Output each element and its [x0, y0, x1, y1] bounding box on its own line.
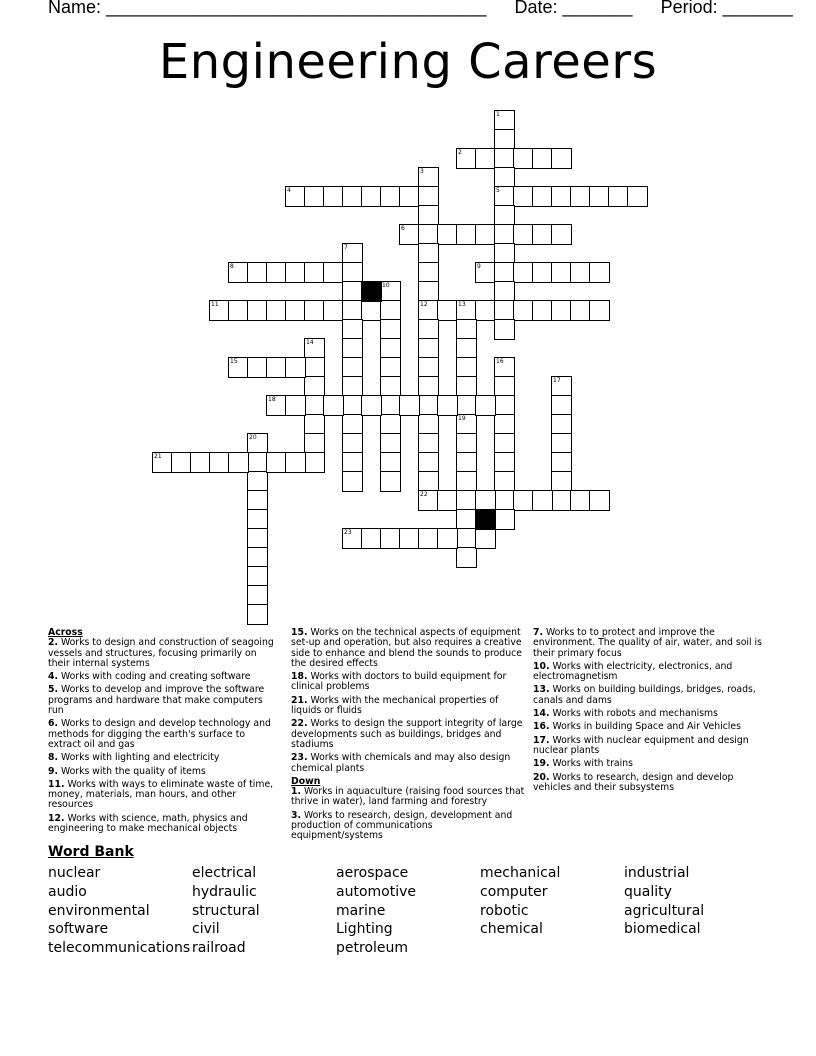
grid-cell[interactable] — [551, 471, 572, 492]
clue-number: 20 — [249, 434, 257, 441]
clue-number: 17 — [553, 377, 561, 384]
clue-text: Works with science, math, physics and engineering to make mechanical objects — [48, 812, 248, 835]
grid-cell[interactable] — [513, 186, 534, 207]
down-clue-list — [291, 787, 525, 841]
grid-cell[interactable] — [513, 490, 534, 511]
clues-column-3 — [533, 628, 765, 796]
grid-cell[interactable] — [494, 205, 515, 226]
grid-cell[interactable] — [494, 224, 515, 245]
clue-text: Works with lighting and electricity — [58, 752, 220, 764]
grid-cell[interactable] — [380, 414, 401, 435]
clue-number: 8 — [230, 263, 234, 270]
word-bank-column — [48, 864, 190, 958]
word-bank-title: Word Bank — [48, 844, 134, 860]
grid-cell[interactable] — [380, 338, 401, 359]
clue-number-label: 14. — [533, 708, 550, 720]
grid-cell[interactable] — [266, 357, 287, 378]
clue-number: 13 — [458, 301, 466, 308]
grid-cell[interactable] — [304, 186, 325, 207]
grid-cell[interactable] — [475, 224, 496, 245]
grid-cell[interactable] — [342, 433, 363, 454]
clues-column-1 — [48, 628, 280, 837]
clue-text: Works to design and construction of seagoing vessels and structures, focusing primarily on their internal systems — [48, 637, 274, 669]
clue-text: Works with doctors to build equipment for clinical problems — [291, 671, 507, 693]
grid-cell[interactable] — [532, 148, 553, 169]
clue-text: Works in building Space and Air Vehicles — [549, 721, 741, 733]
clue-number-label: 10. — [533, 660, 550, 672]
grid-cell[interactable] — [266, 452, 287, 473]
grid-cell[interactable] — [437, 224, 458, 245]
clue-item — [291, 811, 525, 842]
grid-cell[interactable] — [494, 376, 515, 397]
grid-cell[interactable] — [513, 224, 534, 245]
grid-cell[interactable] — [551, 414, 572, 435]
grid-cell[interactable] — [304, 414, 325, 435]
grid-cell[interactable] — [190, 452, 211, 473]
grid-cell[interactable] — [532, 300, 553, 321]
grid-cell[interactable] — [323, 300, 344, 321]
clue-number-label: 2. — [48, 637, 59, 649]
word-bank-word: nuclear — [48, 865, 101, 881]
grid-cell[interactable] — [627, 186, 648, 207]
grid-cell[interactable] — [494, 281, 515, 302]
grid-cell[interactable] — [570, 300, 591, 321]
grid-cell[interactable] — [361, 395, 382, 416]
grid-cell[interactable] — [380, 376, 401, 397]
grid-cell[interactable] — [323, 262, 344, 283]
grid-cell[interactable] — [247, 585, 268, 606]
word-bank-word: railroad — [192, 940, 246, 957]
clue-text: Works with the mechanical properties of liquids or fluids — [291, 694, 499, 717]
name-field-label[interactable]: Name: ______________________________________ — [48, 0, 487, 17]
grid-cell[interactable] — [247, 300, 268, 321]
down-heading: Down — [291, 775, 321, 787]
grid-cell[interactable] — [418, 357, 439, 378]
grid-cell[interactable] — [399, 395, 420, 416]
grid-cell[interactable] — [399, 528, 420, 549]
grid-cell[interactable] — [285, 395, 306, 416]
clue-text: Works to to protect and improve the environment. The quality of air, water, and soil is their primary focus — [533, 627, 762, 659]
grid-cell[interactable] — [247, 471, 268, 492]
grid-cell[interactable] — [494, 129, 515, 150]
clue-number-label: 1. — [291, 786, 302, 798]
clue-item — [48, 638, 280, 669]
clue-text: Works in aquaculture (raising food sources that thrive in water), land farming and forestry — [291, 786, 525, 808]
across-clue-list-continued — [291, 628, 525, 774]
grid-cell[interactable] — [342, 471, 363, 492]
grid-cell[interactable] — [418, 243, 439, 264]
word-bank-word: electrical — [192, 865, 257, 881]
grid-cell[interactable] — [418, 376, 439, 397]
clue-item — [291, 787, 525, 808]
grid-cell[interactable] — [513, 262, 534, 283]
clue-number-label: 5. — [48, 684, 59, 696]
grid-cell[interactable] — [247, 604, 268, 625]
clue-number: 7 — [344, 244, 348, 251]
clue-number: 12 — [420, 301, 428, 308]
grid-cell[interactable] — [304, 433, 325, 454]
clue-number-label: 3. — [291, 809, 302, 821]
word-bank-column — [336, 864, 416, 958]
grid-cell[interactable] — [380, 300, 401, 321]
grid-cell[interactable] — [418, 433, 439, 454]
clue-number-label: 8. — [48, 752, 59, 764]
word-bank-word: chemical — [480, 921, 543, 938]
grid-cell[interactable] — [304, 452, 325, 473]
grid-cell[interactable] — [418, 471, 439, 492]
grid-cell[interactable] — [171, 452, 192, 473]
clue-number: 9 — [477, 263, 481, 270]
date-field-label[interactable]: Date: _______ — [514, 0, 633, 17]
grid-cell[interactable] — [285, 300, 306, 321]
clue-number: 5 — [496, 187, 500, 194]
grid-cell[interactable] — [418, 395, 439, 416]
grid-cell[interactable] — [589, 186, 610, 207]
grid-cell[interactable] — [551, 300, 572, 321]
clue-text: Works on the technical aspects of equipment set-up and operation, but also requires a creative side to enhance and blend the sounds to produce the desired effects — [291, 627, 522, 669]
grid-cell[interactable] — [456, 471, 477, 492]
grid-cell[interactable] — [437, 395, 458, 416]
black-cell — [475, 509, 496, 530]
grid-cell[interactable] — [342, 281, 363, 302]
clue-number-label: 16. — [533, 721, 550, 733]
grid-cell[interactable] — [551, 452, 572, 473]
grid-cell[interactable] — [551, 186, 572, 207]
clue-number-label: 17. — [533, 734, 550, 746]
clue-number: 16 — [496, 358, 504, 365]
grid-cell[interactable] — [437, 490, 458, 511]
clue-item — [291, 628, 525, 669]
clue-number: 22 — [420, 491, 428, 498]
clue-item — [48, 685, 280, 716]
clue-number: 6 — [401, 225, 405, 232]
grid-cell[interactable] — [437, 300, 458, 321]
grid-cell[interactable] — [304, 376, 325, 397]
grid-cell[interactable] — [494, 319, 515, 340]
word-bank-word: telecommunications — [48, 940, 191, 957]
grid-cell[interactable] — [494, 262, 515, 283]
clue-text: Works with electricity, electronics, and electromagnetism — [533, 660, 733, 683]
grid-cell[interactable] — [494, 509, 515, 530]
grid-cell[interactable] — [304, 262, 325, 283]
grid-cell[interactable] — [285, 452, 306, 473]
grid-cell[interactable] — [494, 148, 515, 169]
grid-cell[interactable] — [323, 186, 344, 207]
grid-cell[interactable] — [418, 452, 439, 473]
grid-cell[interactable] — [494, 414, 515, 435]
grid-cell[interactable] — [494, 300, 515, 321]
grid-cell[interactable] — [342, 338, 363, 359]
grid-cell[interactable] — [361, 528, 382, 549]
grid-cell[interactable] — [475, 300, 496, 321]
clue-number-label: 15. — [291, 627, 308, 638]
clue-number-label: 22. — [291, 718, 308, 730]
grid-cell[interactable] — [342, 376, 363, 397]
grid-cell[interactable] — [418, 186, 439, 207]
grid-cell[interactable] — [247, 528, 268, 549]
grid-cell[interactable] — [475, 395, 496, 416]
clue-number-label: 20. — [533, 771, 550, 783]
clue-text: Works with coding and creating software — [58, 671, 251, 683]
grid-cell[interactable] — [285, 357, 306, 378]
clue-number: 10 — [382, 282, 390, 289]
grid-cell[interactable] — [418, 281, 439, 302]
grid-cell[interactable] — [456, 357, 477, 378]
clue-number-label: 9. — [48, 765, 59, 777]
clue-item — [48, 753, 280, 763]
across-heading: Across — [48, 627, 83, 638]
clue-number-label: 11. — [48, 778, 65, 790]
grid-cell[interactable] — [266, 262, 287, 283]
clue-number: 1 — [496, 111, 500, 118]
grid-cell[interactable] — [380, 186, 401, 207]
clue-number-label: 12. — [48, 812, 65, 824]
clue-number-label: 6. — [48, 718, 59, 730]
clue-item — [291, 753, 525, 774]
clue-item — [291, 719, 525, 750]
clue-text: Works to research, design and develop vehicles and their subsystems — [533, 771, 734, 793]
grid-cell[interactable] — [380, 357, 401, 378]
grid-cell[interactable] — [361, 186, 382, 207]
grid-cell[interactable] — [399, 186, 420, 207]
clue-text: Works with the quality of items — [58, 765, 206, 777]
clue-number: 15 — [230, 358, 238, 365]
grid-cell[interactable] — [456, 395, 477, 416]
clue-item — [291, 696, 525, 717]
grid-cell[interactable] — [285, 262, 306, 283]
grid-cell[interactable] — [456, 319, 477, 340]
grid-cell[interactable] — [551, 148, 572, 169]
grid-cell[interactable] — [551, 395, 572, 416]
grid-cell[interactable] — [532, 224, 553, 245]
clue-number-label: 23. — [291, 752, 308, 764]
grid-cell[interactable] — [418, 319, 439, 340]
word-bank-word: hydraulic — [192, 883, 257, 900]
word-bank-column — [480, 864, 560, 939]
clue-text: Works with trains — [549, 758, 633, 770]
across-clue-list — [48, 638, 280, 834]
word-bank-word: industrial — [624, 865, 690, 881]
word-bank-word: computer — [480, 883, 548, 900]
grid-cell[interactable] — [456, 547, 477, 568]
word-bank-word: audio — [48, 883, 87, 900]
grid-cell[interactable] — [532, 186, 553, 207]
word-bank-word: aerospace — [336, 865, 409, 881]
grid-cell[interactable] — [342, 414, 363, 435]
grid-cell[interactable] — [247, 357, 268, 378]
grid-cell[interactable] — [418, 224, 439, 245]
clue-item — [48, 672, 280, 682]
grid-cell[interactable] — [532, 262, 553, 283]
clue-text: Works with ways to eliminate waste of time, money, materials, man hours, and other resources — [48, 778, 274, 811]
clue-item — [533, 709, 765, 719]
clue-number: 4 — [287, 187, 291, 194]
clue-item — [533, 722, 765, 732]
clue-item — [48, 814, 280, 835]
grid-cell[interactable] — [380, 319, 401, 340]
down-clue-list-continued — [533, 628, 765, 793]
grid-cell[interactable] — [342, 395, 363, 416]
grid-cell[interactable] — [380, 528, 401, 549]
grid-cell[interactable] — [266, 300, 287, 321]
clue-number: 18 — [268, 396, 276, 403]
word-bank-word: software — [48, 921, 109, 938]
grid-cell[interactable] — [361, 300, 382, 321]
word-bank-column — [192, 864, 260, 958]
grid-cell[interactable] — [380, 433, 401, 454]
grid-cell[interactable] — [304, 395, 325, 416]
grid-cell[interactable] — [532, 490, 553, 511]
grid-cell[interactable] — [380, 395, 401, 416]
grid-cell[interactable] — [342, 357, 363, 378]
clue-number-label: 21. — [291, 694, 308, 706]
grid-cell[interactable] — [247, 452, 268, 473]
clue-item — [533, 628, 765, 659]
grid-cell[interactable] — [456, 452, 477, 473]
word-bank-word: petroleum — [336, 940, 409, 957]
word-bank-word: Lighting — [336, 921, 393, 938]
grid-cell[interactable] — [494, 433, 515, 454]
grid-cell[interactable] — [437, 528, 458, 549]
grid-cell[interactable] — [494, 471, 515, 492]
grid-cell[interactable] — [418, 414, 439, 435]
word-bank-word: robotic — [480, 902, 529, 919]
clue-item — [533, 662, 765, 683]
word-bank-word: mechanical — [480, 865, 561, 881]
grid-cell[interactable] — [228, 300, 249, 321]
grid-cell[interactable] — [342, 186, 363, 207]
word-bank-word: quality — [624, 883, 672, 900]
grid-cell[interactable] — [456, 376, 477, 397]
clue-item — [48, 767, 280, 777]
clue-item — [533, 736, 765, 757]
clue-item — [533, 773, 765, 794]
grid-cell[interactable] — [513, 148, 534, 169]
clue-item — [48, 780, 280, 811]
clue-item — [533, 685, 765, 706]
clue-text: Works to research, design, development and production of communications equipment/systems — [291, 809, 513, 842]
grid-cell[interactable] — [456, 509, 477, 530]
clue-number: 14 — [306, 339, 314, 346]
grid-cell[interactable] — [570, 490, 591, 511]
grid-cell[interactable] — [304, 300, 325, 321]
grid-cell[interactable] — [456, 338, 477, 359]
clue-number: 21 — [154, 453, 162, 460]
grid-cell[interactable] — [247, 547, 268, 568]
grid-cell[interactable] — [551, 433, 572, 454]
word-bank-word: biomedical — [624, 921, 701, 938]
grid-cell[interactable] — [342, 319, 363, 340]
clue-number-label: 4. — [48, 671, 59, 683]
grid-cell[interactable] — [418, 338, 439, 359]
grid-cell[interactable] — [589, 490, 610, 511]
grid-cell[interactable] — [228, 452, 249, 473]
clue-number-label: 7. — [533, 627, 544, 638]
clue-number-label: 19. — [533, 758, 550, 770]
grid-cell[interactable] — [342, 300, 363, 321]
grid-cell[interactable] — [494, 490, 515, 511]
word-bank-word: agricultural — [624, 902, 705, 919]
clue-text: Works with nuclear equipment and design nuclear plants — [533, 734, 749, 756]
clue-number: 2 — [458, 149, 462, 156]
grid-cell[interactable] — [456, 433, 477, 454]
grid-cell[interactable] — [494, 395, 515, 416]
grid-cell[interactable] — [551, 224, 572, 245]
clue-number-label: 18. — [291, 671, 308, 683]
grid-cell[interactable] — [323, 395, 344, 416]
clue-number: 19 — [458, 415, 466, 422]
grid-cell[interactable] — [456, 528, 477, 549]
grid-cell[interactable] — [570, 186, 591, 207]
grid-cell[interactable] — [551, 490, 572, 511]
grid-cell[interactable] — [456, 224, 477, 245]
clue-text: Works to develop and improve the software programs and hardware that make computers run — [48, 684, 265, 717]
grid-cell[interactable] — [380, 471, 401, 492]
word-bank-word: marine — [336, 902, 386, 919]
grid-cell[interactable] — [551, 262, 572, 283]
grid-cell[interactable] — [475, 528, 496, 549]
clue-item — [48, 719, 280, 750]
clue-item — [533, 759, 765, 769]
grid-cell[interactable] — [513, 300, 534, 321]
word-bank-column — [624, 864, 704, 939]
grid-cell[interactable] — [418, 528, 439, 549]
period-field-label[interactable]: Period: _______ — [660, 0, 793, 17]
grid-cell[interactable] — [494, 243, 515, 264]
clue-item — [291, 672, 525, 693]
black-cell — [361, 281, 382, 302]
grid-cell[interactable] — [418, 205, 439, 226]
grid-cell[interactable] — [589, 300, 610, 321]
grid-cell[interactable] — [209, 452, 230, 473]
clue-text: Works on building buildings, bridges, roads, canals and dams — [533, 684, 756, 706]
clue-text: Works with chemicals and may also design chemical plants — [291, 752, 511, 774]
grid-cell[interactable] — [304, 357, 325, 378]
grid-cell[interactable] — [247, 509, 268, 530]
clue-text: Works with robots and mechanisms — [549, 708, 718, 720]
grid-cell[interactable] — [608, 186, 629, 207]
clue-number: 23 — [344, 529, 352, 536]
grid-cell[interactable] — [475, 490, 496, 511]
grid-cell[interactable] — [418, 262, 439, 283]
clue-text: Works to design the support integrity of large developments such as buildings, bridges and stadiums — [291, 718, 523, 750]
page-title: Engineering Careers — [158, 34, 658, 90]
grid-cell[interactable] — [494, 167, 515, 188]
clue-number-label: 13. — [533, 684, 550, 696]
grid-cell[interactable] — [247, 566, 268, 587]
clue-number: 11 — [211, 301, 219, 308]
grid-cell[interactable] — [380, 452, 401, 473]
grid-cell[interactable] — [247, 490, 268, 511]
grid-cell[interactable] — [342, 452, 363, 473]
word-bank-word: structural — [192, 902, 260, 919]
word-bank-word: automotive — [336, 883, 416, 900]
grid-cell[interactable] — [494, 452, 515, 473]
grid-cell[interactable] — [589, 262, 610, 283]
clue-number: 3 — [420, 168, 424, 175]
clue-text: Works to design and develop technology and methods for digging the earth's surface to extract oil and gas — [48, 718, 271, 750]
grid-cell[interactable] — [342, 262, 363, 283]
word-bank-word: civil — [192, 921, 220, 938]
grid-cell[interactable] — [570, 262, 591, 283]
grid-cell[interactable] — [456, 490, 477, 511]
grid-cell[interactable] — [247, 262, 268, 283]
word-bank-word: environmental — [48, 902, 150, 919]
grid-cell[interactable] — [475, 148, 496, 169]
clues-column-2 — [291, 628, 525, 845]
